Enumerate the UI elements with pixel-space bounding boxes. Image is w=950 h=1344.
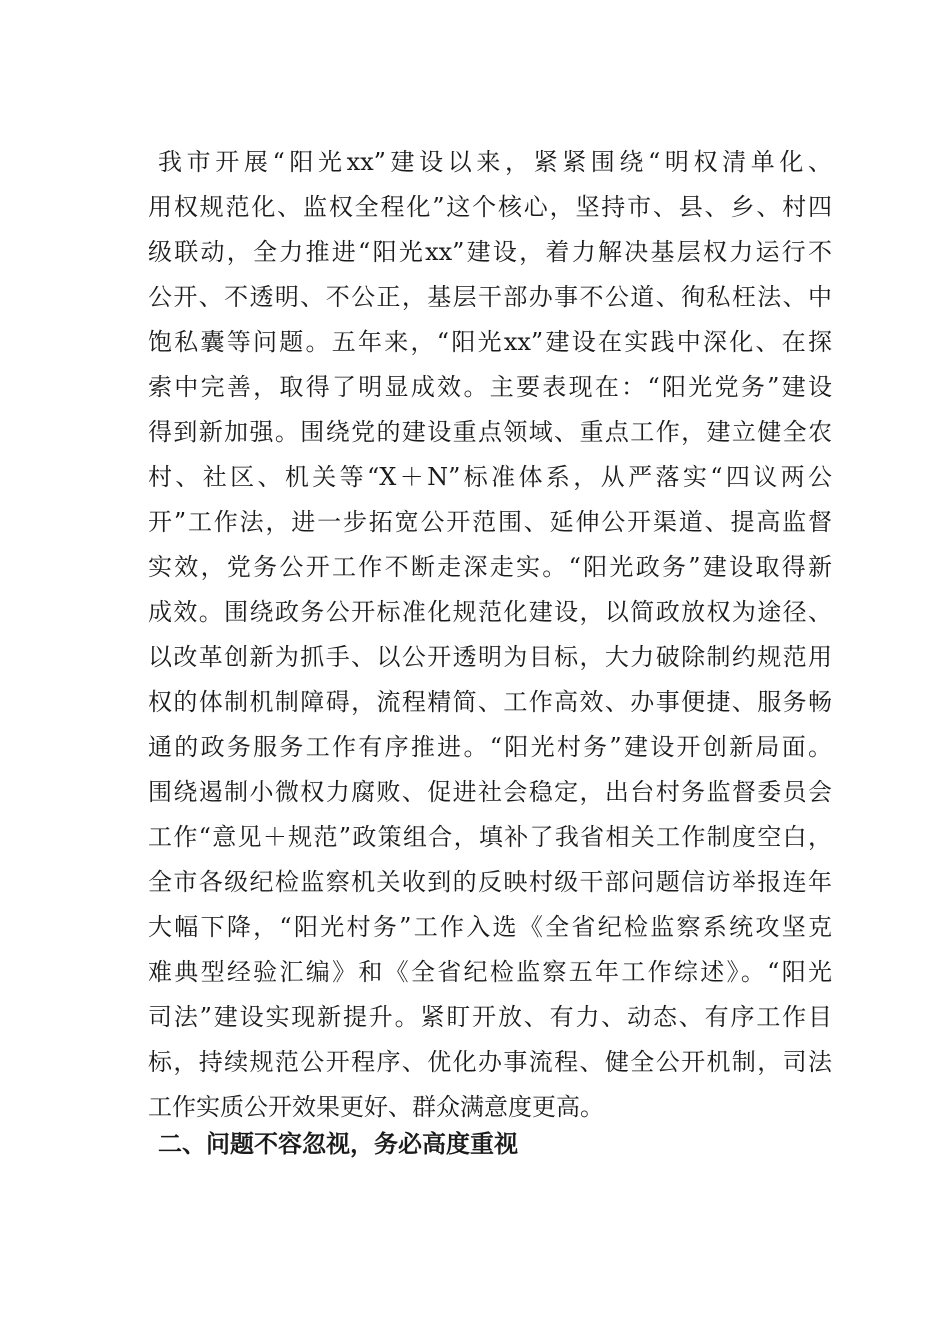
paragraph-line: 用权规范化、监权全程化”这个核心，坚持市、县、乡、村四	[148, 193, 832, 221]
paragraph-line: 围绕遏制小微权力腐败、促进社会稳定，出台村务监督委员会	[148, 778, 832, 806]
section-heading: 二、问题不容忽视，务必高度重视	[158, 1130, 518, 1158]
paragraph-line: 成效。围绕政务公开标准化规范化建设，以简政放权为途径、	[148, 598, 832, 626]
paragraph-line: 饱私囊等问题。五年来，“阳光xx”建设在实践中深化、在探	[148, 328, 832, 356]
paragraph-line: 大幅下降，“阳光村务”工作入选《全省纪检监察系统攻坚克	[148, 913, 832, 941]
paragraph-line: 难典型经验汇编》和《全省纪检监察五年工作综述》。“阳光	[148, 958, 832, 986]
paragraph-line: 标，持续规范公开程序、优化办事流程、健全公开机制，司法	[148, 1048, 832, 1076]
paragraph-line: 工作实质公开效果更好、群众满意度更高。	[148, 1093, 604, 1121]
paragraph-line: 级联动，全力推进“阳光xx”建设，着力解决基层权力运行不	[148, 238, 832, 266]
paragraph-line: 以改革创新为抓手、以公开透明为目标，大力破除制约规范用	[148, 643, 832, 671]
paragraph-line: 实效，党务公开工作不断走深走实。“阳光政务”建设取得新	[148, 553, 832, 581]
paragraph-line: 得到新加强。围绕党的建设重点领域、重点工作，建立健全农	[148, 418, 832, 446]
paragraph-line: 司法”建设实现新提升。紧盯开放、有力、动态、有序工作目	[148, 1003, 832, 1031]
paragraph-line: 索中完善，取得了明显成效。主要表现在：“阳光党务”建设	[148, 373, 832, 401]
body-paragraph	[148, 140, 832, 1130]
paragraph-line: 公开、不透明、不公正，基层干部办事不公道、徇私枉法、中	[148, 283, 832, 311]
paragraph-line: 工作“意见＋规范”政策组合，填补了我省相关工作制度空白，	[148, 823, 832, 851]
paragraph-line: 全市各级纪检监察机关收到的反映村级干部问题信访举报连年	[148, 868, 832, 896]
paragraph-line: 我市开展“阳光xx”建设以来，紧紧围绕“明权清单化、	[158, 148, 832, 176]
paragraph-line: 通的政务服务工作有序推进。“阳光村务”建设开创新局面。	[148, 733, 832, 761]
paragraph-line: 开”工作法，进一步拓宽公开范围、延伸公开渠道、提高监督	[148, 508, 832, 536]
paragraph-line: 村、社区、机关等“X＋N”标准体系，从严落实“四议两公	[148, 463, 832, 491]
paragraph-line: 权的体制机制障碍，流程精简、工作高效、办事便捷、服务畅	[148, 688, 832, 716]
